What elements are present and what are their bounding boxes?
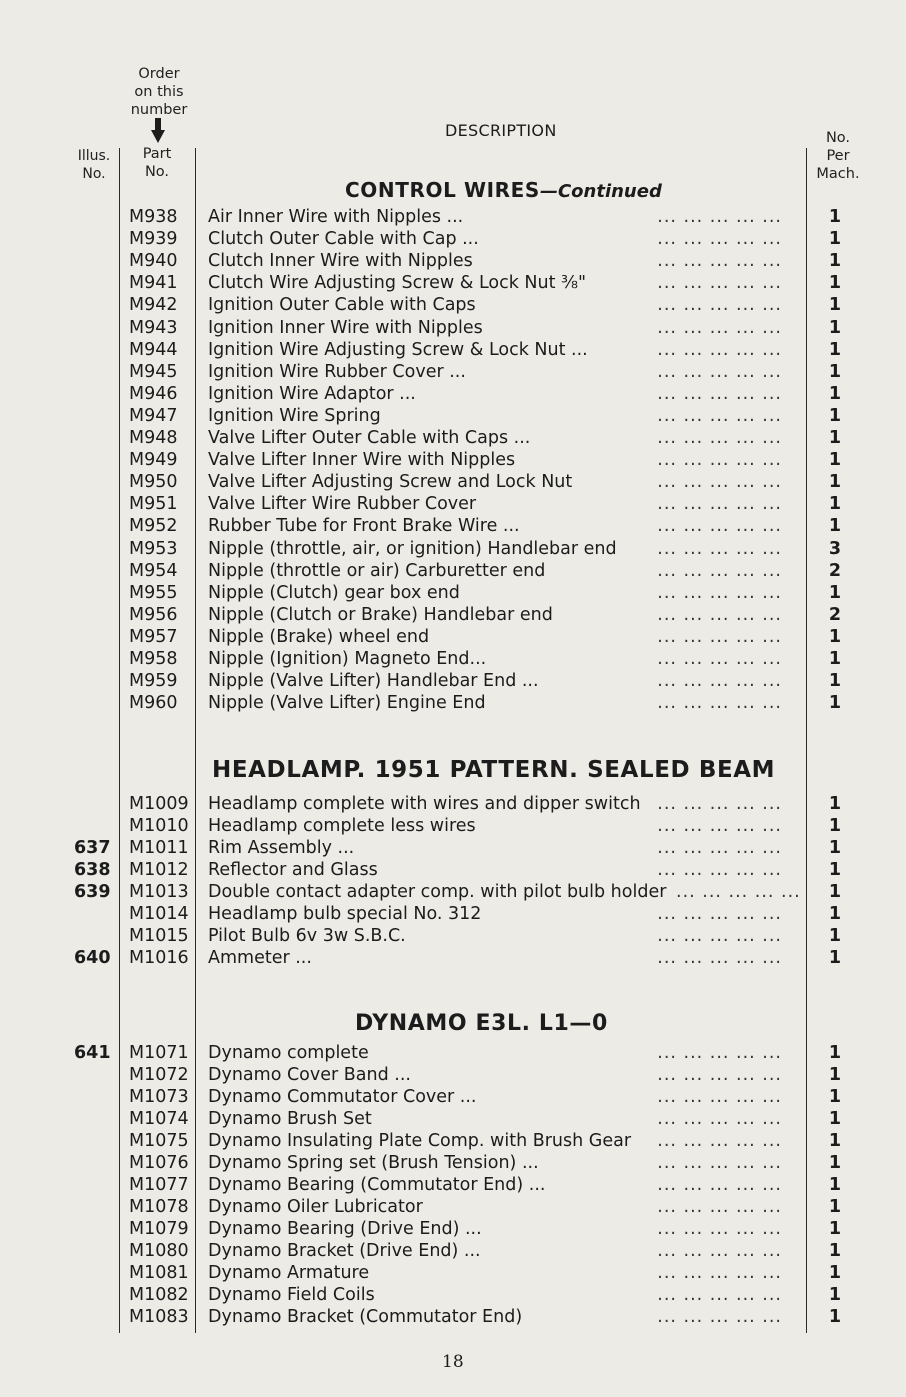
part-description: Air Inner Wire with Nipples ... [208,207,464,227]
table-row [0,294,906,316]
table-row [0,383,906,405]
part-description: Ignition Wire Adjusting Screw & Lock Nut ... [208,339,588,360]
table-row [0,648,906,670]
quantity-per-machine: 1 [828,582,842,603]
leader-dots: ... ... ... ... ... [657,251,782,272]
leader-dots: ... ... ... ... ... [657,339,782,360]
part-description: Clutch Outer Cable with Cap ... [208,229,479,250]
quantity-per-machine: 1 [828,516,842,537]
part-number: M1074 [129,1109,189,1129]
quantity-per-machine: 1 [828,383,842,404]
part-number: M952 [129,516,178,537]
quantity-per-machine: 1 [828,295,842,316]
quantity-per-machine: 1 [828,626,842,647]
quantity-per-machine: 1 [828,1043,842,1063]
part-number: M951 [129,494,178,515]
illus-number: 638 [74,860,111,880]
leader-dots: ... ... ... ... ... [657,1131,782,1151]
quantity-per-machine: 1 [828,450,842,471]
leader-dots: ... ... ... ... ... [657,1197,782,1217]
part-description: Valve Lifter Inner Wire with Nipples [208,450,516,471]
order-note [124,65,194,119]
part-description: Rim Assembly ... [208,838,355,858]
table-row [0,1284,906,1306]
leader-dots: ... ... ... ... ... [657,926,782,946]
leader-dots: ... ... ... ... ... [657,1153,782,1173]
order-note-line1: Order [138,66,180,82]
leader-dots: ... ... ... ... ... [657,1087,782,1107]
leader-dots: ... ... ... ... ... [676,882,801,902]
table-row [0,815,906,837]
part-description: Dynamo Brush Set [208,1109,372,1129]
table-row [0,1218,906,1240]
part-no-header [134,145,180,181]
part-description: Headlamp complete less wires [208,816,476,836]
quantity-per-machine: 1 [828,926,842,946]
quantity-per-machine: 1 [828,273,842,294]
part-number: M1010 [129,816,189,836]
part-description: Valve Lifter Wire Rubber Cover [208,494,477,515]
part-number: M1081 [129,1263,189,1283]
part-description: Ignition Wire Rubber Cover ... [208,361,466,382]
table-row [0,1064,906,1086]
part-number: M954 [129,560,178,581]
table-row [0,1086,906,1108]
part-description: Nipple (Clutch or Brake) Handlebar end [208,604,553,625]
part-description: Dynamo Insulating Plate Comp. with Brush Gear [208,1131,632,1151]
quantity-per-machine: 1 [828,361,842,382]
illus-header-line2: No. [82,166,106,182]
part-description: Nipple (throttle or air) Carburetter end [208,560,546,581]
order-note-line2: on this [134,84,184,100]
quantity-per-machine: 1 [828,229,842,250]
leader-dots: ... ... ... ... ... [657,472,782,493]
part-description: Nipple (throttle, air, or ignition) Handlebar end [208,538,617,559]
part-description: Clutch Inner Wire with Nipples [208,251,473,272]
leader-dots: ... ... ... ... ... [657,816,782,836]
illus-header-line1: Illus. [77,148,111,164]
leader-dots: ... ... ... ... ... [657,450,782,471]
part-number: M1083 [129,1307,189,1327]
section-title-headlamp: HEADLAMP. 1951 PATTERN. SEALED BEAM [212,757,776,783]
quantity-per-machine: 1 [828,1263,842,1283]
quantity-per-machine: 2 [828,604,842,625]
leader-dots: ... ... ... ... ... [657,1219,782,1239]
leader-dots: ... ... ... ... ... [657,516,782,537]
leader-dots: ... ... ... ... ... [657,383,782,404]
quantity-per-machine: 1 [828,1307,842,1327]
part-description: Dynamo complete [208,1043,369,1063]
leader-dots: ... ... ... ... ... [657,229,782,250]
part-number: M1072 [129,1065,189,1085]
table-row [0,881,906,903]
quantity-per-machine: 1 [828,1087,842,1107]
table-row [0,859,906,881]
table-row [0,317,906,339]
part-number: M1015 [129,926,189,946]
part-number: M1012 [129,860,189,880]
part-number: M1080 [129,1241,189,1261]
section-title-continued: —Continued [539,181,662,202]
leader-dots: ... ... ... ... ... [657,693,782,714]
part-description: Dynamo Commutator Cover ... [208,1087,477,1107]
quantity-per-machine: 1 [828,693,842,714]
part-number: M1079 [129,1219,189,1239]
table-row [0,206,906,228]
part-description: Nipple (Valve Lifter) Engine End [208,693,486,714]
table-row [0,626,906,648]
part-description: Ignition Inner Wire with Nipples [208,317,483,338]
part-number: M1014 [129,904,189,924]
quantity-per-machine: 1 [828,1131,842,1151]
table-row [0,1262,906,1284]
part-number: M943 [129,317,178,338]
table-row [0,925,906,947]
part-description: Dynamo Cover Band ... [208,1065,411,1085]
part-description: Valve Lifter Adjusting Screw and Lock Nut [208,472,573,493]
part-number: M947 [129,405,178,426]
table-row [0,272,906,294]
part-description: Dynamo Spring set (Brush Tension) ... [208,1153,539,1173]
leader-dots: ... ... ... ... ... [657,295,782,316]
leader-dots: ... ... ... ... ... [657,1043,782,1063]
part-header-line1: Part [142,146,172,162]
table-row [0,793,906,815]
quantity-per-machine: 1 [828,860,842,880]
part-description: Nipple (Brake) wheel end [208,626,430,647]
part-description: Clutch Wire Adjusting Screw & Lock Nut ⅜" [208,273,587,294]
part-description: Headlamp bulb special No. 312 [208,904,482,924]
part-number: M950 [129,472,178,493]
quantity-per-machine: 1 [828,405,842,426]
part-description: Dynamo Oiler Lubricator [208,1197,423,1217]
quantity-per-machine: 1 [828,649,842,669]
illus-number: 639 [74,882,111,902]
part-number: M1082 [129,1285,189,1305]
leader-dots: ... ... ... ... ... [657,794,782,814]
table-row [0,339,906,361]
part-number: M955 [129,582,178,603]
part-description: Dynamo Bearing (Drive End) ... [208,1219,482,1239]
table-row [0,471,906,493]
leader-dots: ... ... ... ... ... [657,904,782,924]
qty-header [810,129,866,183]
part-description: Dynamo Armature [208,1263,370,1283]
part-description: Double contact adapter comp. with pilot bulb holder [208,882,667,902]
quantity-per-machine: 1 [828,794,842,814]
illus-number: 637 [74,838,111,858]
part-description: Dynamo Field Coils [208,1285,375,1305]
quantity-per-machine: 1 [828,1109,842,1129]
leader-dots: ... ... ... ... ... [657,361,782,382]
part-number: M1013 [129,882,189,902]
part-number: M960 [129,693,178,714]
quantity-per-machine: 1 [828,904,842,924]
leader-dots: ... ... ... ... ... [657,626,782,647]
section-title-control-wires [345,178,662,202]
leader-dots: ... ... ... ... ... [657,1285,782,1305]
table-row [0,1130,906,1152]
table-row [0,903,906,925]
part-description: Reflector and Glass [208,860,378,880]
table-row [0,449,906,471]
table-row [0,692,906,714]
table-row [0,604,906,626]
leader-dots: ... ... ... ... ... [657,1065,782,1085]
part-number: M1076 [129,1153,189,1173]
part-description: Headlamp complete with wires and dipper switch [208,794,641,814]
leader-dots: ... ... ... ... ... [657,538,782,559]
table-row [0,228,906,250]
part-number: M957 [129,626,178,647]
part-number: M1011 [129,838,189,858]
quantity-per-machine: 1 [828,428,842,448]
qty-header-line3: Mach. [816,166,860,182]
quantity-per-machine: 1 [828,472,842,493]
part-number: M945 [129,361,178,382]
part-number: M946 [129,383,178,404]
table-row [0,670,906,692]
table-row [0,515,906,537]
quantity-per-machine: 1 [828,317,842,338]
leader-dots: ... ... ... ... ... [657,1263,782,1283]
part-description: Nipple (Valve Lifter) Handlebar End ... [208,671,539,692]
part-number: M956 [129,604,178,625]
quantity-per-machine: 1 [828,671,842,692]
quantity-per-machine: 1 [828,494,842,515]
leader-dots: ... ... ... ... ... [657,1241,782,1261]
part-description: Dynamo Bracket (Commutator End) [208,1307,523,1327]
leader-dots: ... ... ... ... ... [657,207,782,227]
leader-dots: ... ... ... ... ... [657,838,782,858]
leader-dots: ... ... ... ... ... [657,317,782,338]
page-number: 18 [442,1352,464,1372]
part-number: M953 [129,538,178,559]
quantity-per-machine: 1 [828,948,842,968]
table-row [0,1152,906,1174]
leader-dots: ... ... ... ... ... [657,649,782,669]
part-number: M1077 [129,1175,189,1195]
table-row [0,1196,906,1218]
part-number: M949 [129,450,178,471]
part-description: Ignition Wire Spring [208,405,381,426]
quantity-per-machine: 1 [828,1197,842,1217]
table-row [0,1042,906,1064]
quantity-per-machine: 1 [828,1175,842,1195]
description-header: DESCRIPTION [445,121,557,140]
part-number: M1071 [129,1043,189,1063]
qty-header-line1: No. [825,130,851,146]
part-description: Nipple (Clutch) gear box end [208,582,460,603]
part-number: M958 [129,649,178,669]
leader-dots: ... ... ... ... ... [657,1307,782,1327]
leader-dots: ... ... ... ... ... [657,860,782,880]
quantity-per-machine: 1 [828,207,842,227]
part-description: Rubber Tube for Front Brake Wire ... [208,516,520,537]
part-description: Dynamo Bearing (Commutator End) ... [208,1175,546,1195]
illus-no-header [72,147,116,183]
part-number: M939 [129,229,178,250]
part-number: M1009 [129,794,189,814]
down-arrow-icon [151,118,165,144]
section-title-text: CONTROL WIRES [345,178,540,202]
part-number: M940 [129,251,178,272]
leader-dots: ... ... ... ... ... [657,582,782,603]
quantity-per-machine: 1 [828,1065,842,1085]
quantity-per-machine: 1 [828,1241,842,1261]
part-number: M944 [129,339,178,360]
leader-dots: ... ... ... ... ... [657,948,782,968]
table-row [0,560,906,582]
part-description: Nipple (Ignition) Magneto End... [208,649,487,669]
table-row [0,1108,906,1130]
leader-dots: ... ... ... ... ... [657,560,782,581]
table-row [0,250,906,272]
table-row [0,493,906,515]
section-title-dynamo: DYNAMO E3L. L1—0 [355,1011,608,1036]
qty-header-line2: Per [826,148,850,164]
part-number: M1073 [129,1087,189,1107]
quantity-per-machine: 1 [828,838,842,858]
part-number: M941 [129,273,178,294]
quantity-per-machine: 1 [828,882,842,902]
part-number: M959 [129,671,178,692]
leader-dots: ... ... ... ... ... [657,494,782,515]
table-row [0,947,906,969]
quantity-per-machine: 1 [828,1153,842,1173]
leader-dots: ... ... ... ... ... [657,1109,782,1129]
quantity-per-machine: 3 [828,538,842,559]
part-description: Ignition Outer Cable with Caps [208,295,476,316]
part-description: Valve Lifter Outer Cable with Caps ... [208,428,531,448]
quantity-per-machine: 1 [828,1219,842,1239]
quantity-per-machine: 1 [828,251,842,272]
leader-dots: ... ... ... ... ... [657,671,782,692]
part-number: M1078 [129,1197,189,1217]
leader-dots: ... ... ... ... ... [657,273,782,294]
quantity-per-machine: 2 [828,560,842,581]
part-number: M938 [129,207,178,227]
order-note-line3: number [130,102,188,118]
part-number: M942 [129,295,178,316]
part-description: Ammeter ... [208,948,312,968]
part-description: Ignition Wire Adaptor ... [208,383,416,404]
table-row [0,1306,906,1328]
leader-dots: ... ... ... ... ... [657,405,782,426]
part-description: Pilot Bulb 6v 3w S.B.C. [208,926,406,946]
part-number: M1075 [129,1131,189,1151]
leader-dots: ... ... ... ... ... [657,428,782,448]
table-row [0,361,906,383]
illus-number: 641 [74,1043,111,1063]
part-number: M948 [129,428,178,448]
part-number: M1016 [129,948,189,968]
leader-dots: ... ... ... ... ... [657,1175,782,1195]
quantity-per-machine: 1 [828,1285,842,1305]
table-row [0,427,906,449]
table-row [0,538,906,560]
part-description: Dynamo Bracket (Drive End) ... [208,1241,481,1261]
part-header-line2: No. [144,164,170,180]
table-row [0,837,906,859]
quantity-per-machine: 1 [828,339,842,360]
table-row [0,582,906,604]
leader-dots: ... ... ... ... ... [657,604,782,625]
quantity-per-machine: 1 [828,816,842,836]
table-row [0,405,906,427]
illus-number: 640 [74,948,111,968]
table-row [0,1174,906,1196]
table-row [0,1240,906,1262]
